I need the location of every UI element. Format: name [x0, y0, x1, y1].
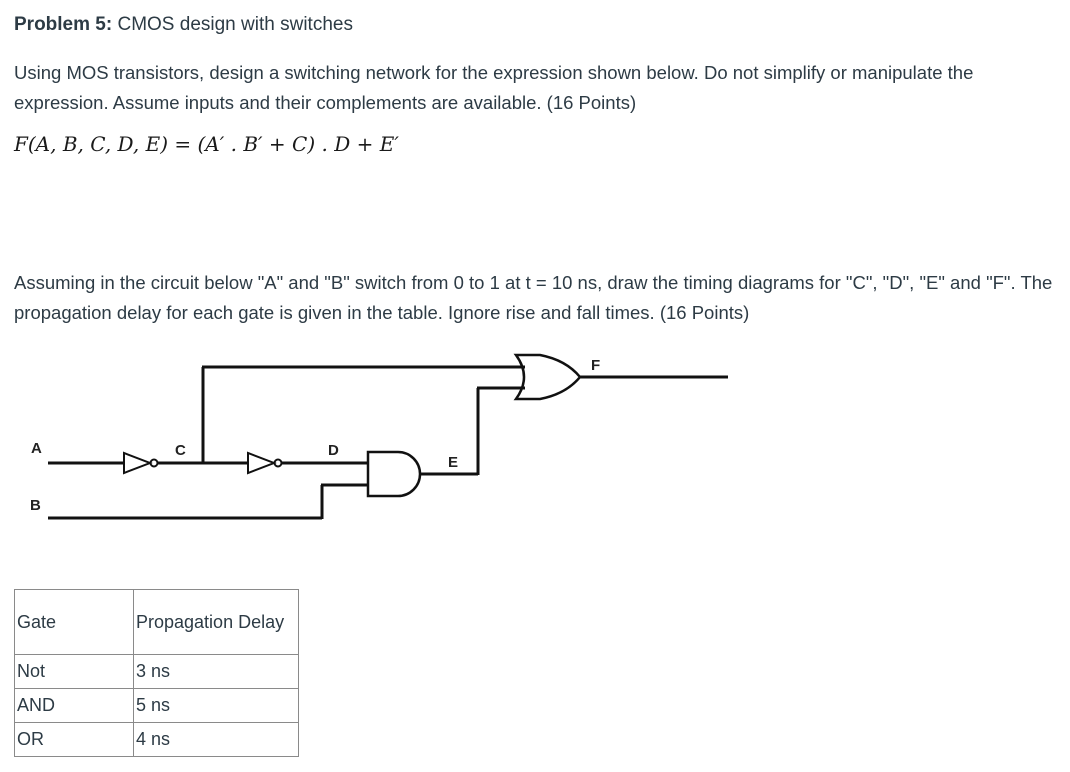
problem-title: [14, 14, 353, 36]
not-gate-2: [248, 453, 274, 473]
table-row: [15, 655, 299, 689]
cell-gate: Not: [15, 655, 134, 689]
problem-label: Problem 5:: [14, 14, 113, 35]
logic-circuit-diagram: [0, 340, 760, 530]
label-d: D: [328, 442, 339, 459]
label-f: F: [591, 357, 601, 374]
problem-title-text: CMOS design with switches: [117, 14, 353, 35]
label-b: B: [30, 497, 41, 514]
label-a: A: [31, 440, 42, 457]
or-gate: [516, 355, 580, 399]
cell-gate: OR: [15, 723, 134, 757]
boolean-formula: F(A, B, C, D, E) = (A′ . B′ + C) . D + E′: [14, 132, 399, 156]
header-propagation-delay: Propagation Delay: [134, 590, 299, 655]
propagation-delay-table: [14, 589, 299, 757]
table-header-row: [15, 590, 299, 655]
not-gate-1: [124, 453, 150, 473]
question-1-text: Using MOS transistors, design a switching network for the expression shown below. Do not simplify or manipulate the expression. Assume inputs and their complements are available. (16 Points): [14, 62, 974, 113]
label-c: C: [175, 442, 186, 459]
table-row: [15, 723, 299, 757]
cell-gate: AND: [15, 689, 134, 723]
table-row: [15, 689, 299, 723]
header-gate: Gate: [15, 590, 134, 655]
cell-delay: 3 ns: [134, 655, 299, 689]
cell-delay: 5 ns: [134, 689, 299, 723]
cell-delay: 4 ns: [134, 723, 299, 757]
label-e: E: [448, 454, 459, 471]
and-gate: [368, 452, 420, 496]
question-2-text: Assuming in the circuit below "A" and "B" switch from 0 to 1 at t = 10 ns, draw the timing diagrams for "C", "D", "E" and "F". The propagation delay for each gate is given in the table. Ignore rise and fall times. (16 Points): [14, 272, 1053, 323]
